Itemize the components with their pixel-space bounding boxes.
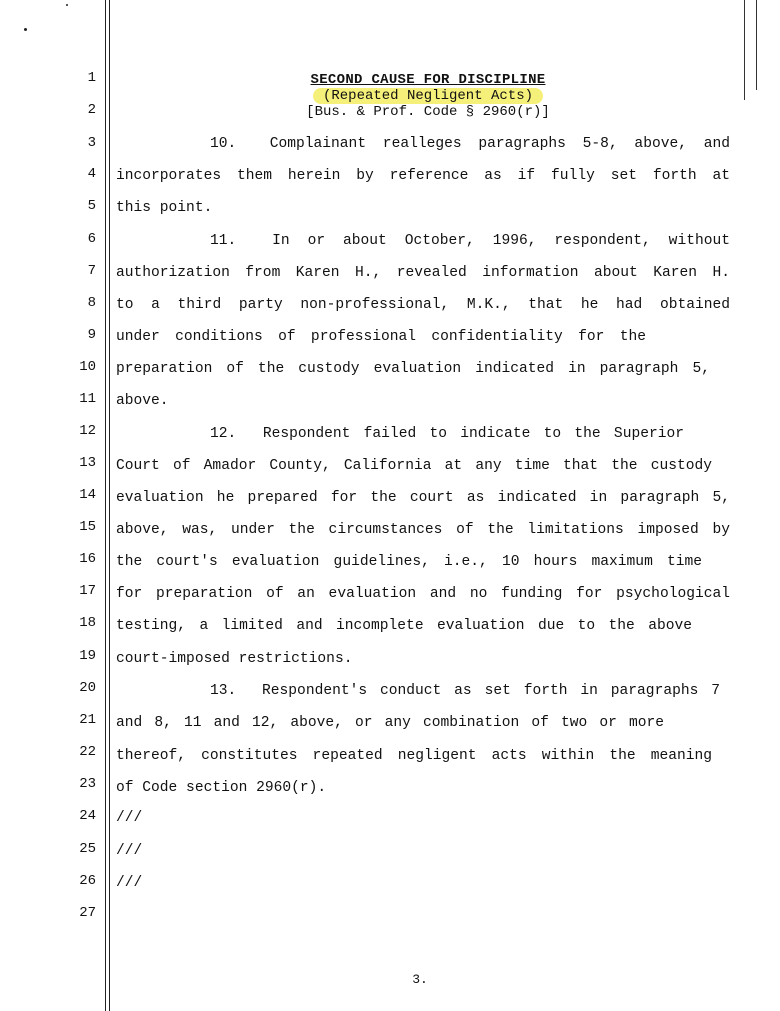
continuation-marker: /// <box>116 875 143 891</box>
paragraph-line: authorization from Karen H., revealed information about Karen H. <box>116 265 730 281</box>
scan-speck <box>24 28 27 31</box>
line-number: 7 <box>87 263 96 279</box>
paragraph-line: above. <box>116 393 169 409</box>
line-number: 9 <box>87 327 96 343</box>
paragraph-line: above, was, under the circumstances of the limitations imposed by <box>116 522 730 538</box>
line-number: 20 <box>79 680 96 696</box>
right-margin-rule <box>744 0 745 100</box>
right-margin-rule-outer <box>756 0 757 90</box>
line-number: 4 <box>87 166 96 182</box>
paragraph-line: this point. <box>116 200 213 216</box>
line-number: 24 <box>79 808 96 824</box>
line-number: 25 <box>79 841 96 857</box>
line-number: 15 <box>79 519 96 535</box>
line-number: 8 <box>87 295 96 311</box>
page-number: 3. <box>412 972 428 987</box>
line-number: 2 <box>87 102 96 118</box>
line-number: 22 <box>79 744 96 760</box>
scan-speck <box>66 4 68 6</box>
paragraph-line: the court's evaluation guidelines, i.e., 10 hours maximum time <box>116 554 702 570</box>
line-number: 27 <box>79 905 96 921</box>
line-number: 17 <box>79 583 96 599</box>
paragraph-line: evaluation he prepared for the court as indicated in paragraph 5, <box>116 490 730 506</box>
paragraph-line: 10. Complainant realleges paragraphs 5-8, above, and <box>210 136 730 152</box>
paragraph-line: to a third party non-professional, M.K., that he had obtained <box>116 297 730 313</box>
paragraph-line: preparation of the custody evaluation indicated in paragraph 5, <box>116 361 710 377</box>
paragraph-line: thereof, constitutes repeated negligent acts within the meaning <box>116 748 712 764</box>
line-number: 21 <box>79 712 96 728</box>
line-number: 3 <box>87 135 96 151</box>
highlighted-subtitle: (Repeated Negligent Acts) <box>313 88 543 104</box>
paragraph-line: incorporates them herein by reference as if fully set forth at <box>116 168 730 184</box>
line-number: 10 <box>79 359 96 375</box>
paragraph-line: 11. In or about October, 1996, respondent, without <box>210 233 730 249</box>
continuation-marker: /// <box>116 843 143 859</box>
line-number: 6 <box>87 231 96 247</box>
line-number: 1 <box>87 70 96 86</box>
line-number: 5 <box>87 198 96 214</box>
line-number: 14 <box>79 487 96 503</box>
left-margin-rule-inner <box>109 0 110 1011</box>
statute-citation: [Bus. & Prof. Code § 2960(r)] <box>306 104 550 120</box>
line-number: 16 <box>79 551 96 567</box>
section-subtitle <box>230 88 626 104</box>
paragraph-line: and 8, 11 and 12, above, or any combination of two or more <box>116 715 664 731</box>
paragraph-line: of Code section 2960(r). <box>116 780 327 796</box>
left-margin-rule <box>105 0 106 1011</box>
paragraph-line: 12. Respondent failed to indicate to the Superior <box>210 426 684 442</box>
paragraph-line: for preparation of an evaluation and no funding for psychological <box>116 586 730 602</box>
section-title: SECOND CAUSE FOR DISCIPLINE <box>310 72 546 88</box>
line-number: 13 <box>79 455 96 471</box>
line-number: 18 <box>79 615 96 631</box>
paragraph-line: 13. Respondent's conduct as set forth in paragraphs 7 <box>210 683 720 699</box>
paragraph-line: under conditions of professional confidentiality for the <box>116 329 646 345</box>
line-number: 23 <box>79 776 96 792</box>
continuation-marker: /// <box>116 810 143 826</box>
line-number: 12 <box>79 423 96 439</box>
paragraph-line: court-imposed restrictions. <box>116 651 353 667</box>
paragraph-line: Court of Amador County, California at any time that the custody <box>116 458 712 474</box>
line-number: 26 <box>79 873 96 889</box>
line-number: 11 <box>79 391 96 407</box>
paragraph-line: testing, a limited and incomplete evaluation due to the above <box>116 618 692 634</box>
line-number: 19 <box>79 648 96 664</box>
